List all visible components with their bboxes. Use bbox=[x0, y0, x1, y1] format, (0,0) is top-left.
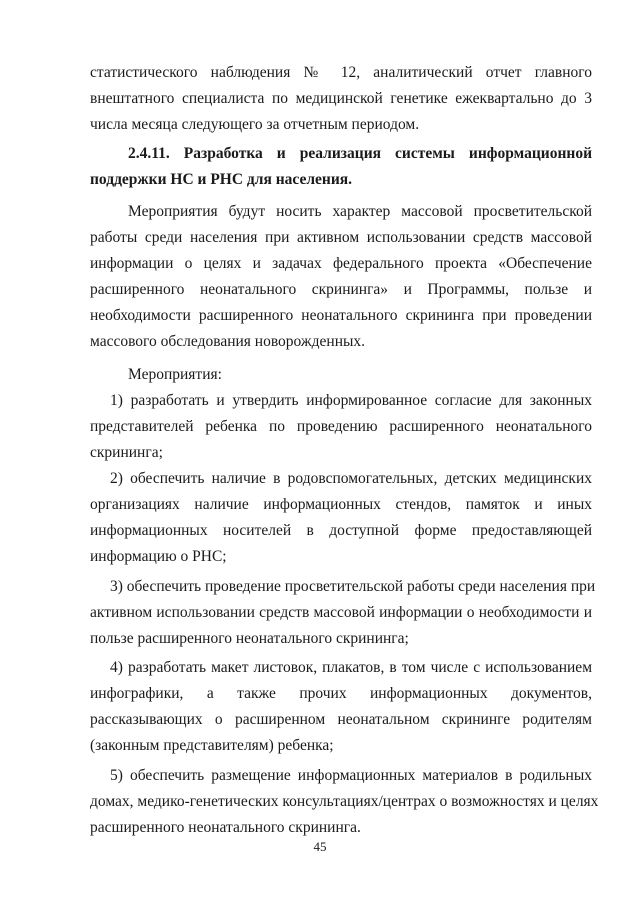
list-item-line: домах, медико-генетических консультациях/центрах о возможностях и целях bbox=[90, 793, 599, 810]
list-item-line: 5) обеспечить размещение информационных материалов в родильных bbox=[110, 767, 592, 784]
list-item-line: активном использовании средств массовой информации о необходимости и bbox=[90, 604, 592, 621]
list-item-line: (законным представителям) ребенка; bbox=[90, 737, 334, 754]
paragraph-line: массового обследования новорожденных. bbox=[90, 333, 366, 350]
section-heading: поддержки НС и РНС для населения. bbox=[90, 171, 353, 188]
text-line: числа месяца следующего за отчетным периодом. bbox=[90, 116, 420, 133]
paragraph-line: работы среди населения при активном использовании средств массовой bbox=[90, 229, 592, 246]
text-line: внештатного специалиста по медицинской генетике ежеквартально до 3 bbox=[90, 90, 592, 107]
paragraph-line: необходимости расширенного неонатального скрининга при проведении bbox=[90, 307, 592, 324]
list-item-line: 3) обеспечить проведение просветительской работы среди населения при bbox=[110, 578, 596, 595]
section-heading: 2.4.11. Разработка и реализация системы информационной bbox=[128, 145, 592, 162]
list-item-line: организациях наличие информационных стендов, памяток и иных bbox=[90, 496, 592, 513]
list-item-line: скрининга; bbox=[90, 444, 163, 461]
paragraph-line: информации о целях и задачах федерального проекта «Обеспечение bbox=[90, 255, 592, 272]
list-item-line: 1) разработать и утвердить информированное согласие для законных bbox=[110, 392, 592, 409]
list-item-line: информацию о РНС; bbox=[90, 548, 227, 565]
list-item-line: рассказывающих о расширенном неонатальном скрининге родителям bbox=[90, 711, 592, 728]
list-item-line: расширенного неонатального скрининга. bbox=[90, 819, 361, 836]
text-line: статистического наблюдения № 12, аналитический отчет главного bbox=[90, 64, 592, 81]
page-number: 45 bbox=[313, 839, 327, 854]
list-item-line: инфографики, а также прочих информационных документов, bbox=[90, 685, 592, 702]
list-item-line: информационных носителей в доступной форме предоставляющей bbox=[90, 522, 592, 539]
list-heading: Мероприятия: bbox=[128, 366, 222, 383]
list-item-line: 4) разработать макет листовок, плакатов, в том числе с использованием bbox=[110, 659, 592, 676]
paragraph-line: расширенного неонатального скрининга» и Программы, пользе и bbox=[90, 281, 592, 298]
list-item-line: 2) обеспечить наличие в родовспомогательных, детских медицинских bbox=[110, 470, 592, 487]
list-item-line: пользе расширенного неонатального скрининга; bbox=[90, 630, 409, 647]
paragraph-line: Мероприятия будут носить характер массовой просветительской bbox=[128, 203, 592, 220]
list-item-line: представителей ребенка по проведению расширенного неонатального bbox=[90, 418, 592, 435]
